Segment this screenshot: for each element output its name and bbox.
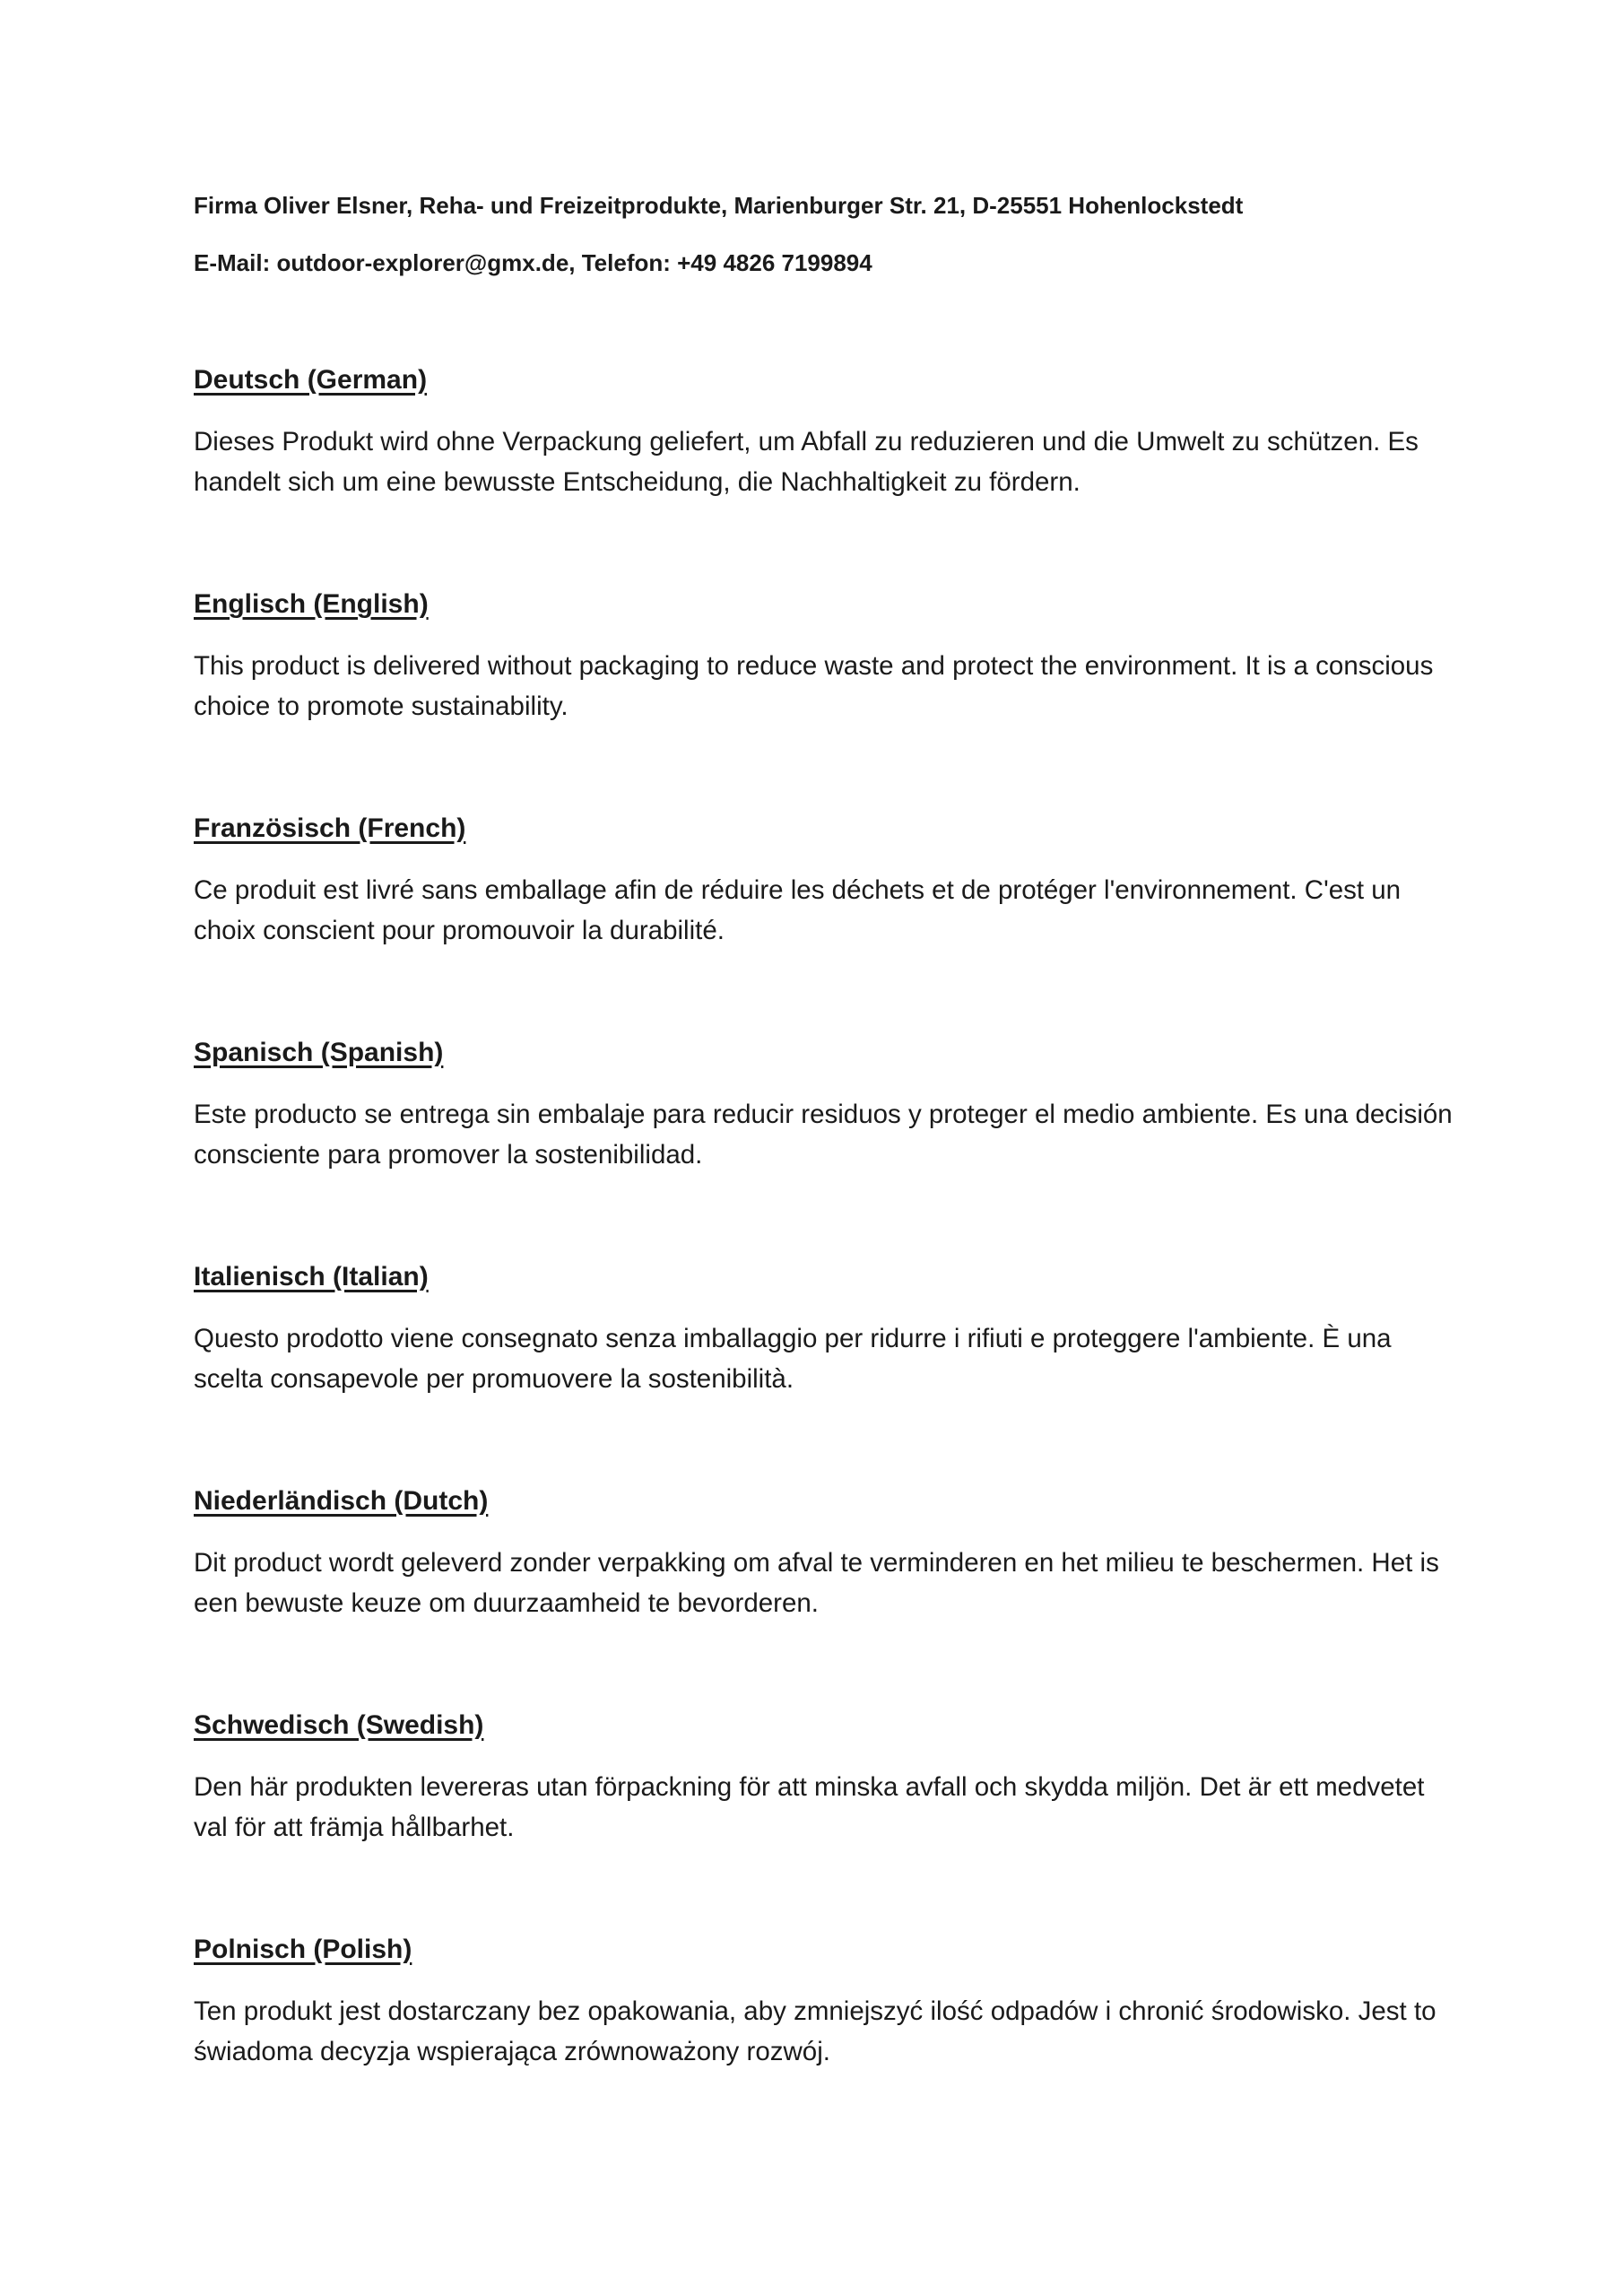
section-swedish — [194, 1708, 1462, 1932]
section-french — [194, 811, 1462, 1035]
language-sections — [194, 362, 1462, 2156]
section-text: Dit product wordt geleverd zonder verpakking om afval te verminderen en het milieu te beschermen. Het is een bewuste keuze om duurzaamheid te bevorderen. — [194, 1548, 1439, 1618]
section-heading: Niederländisch (Dutch) — [194, 1486, 489, 1516]
section-text: Ce produit est livré sans emballage afin de réduire les déchets et de protéger l'environnement. C'est un choix conscient pour promouvoir la durabilité. — [194, 875, 1402, 945]
section-english — [194, 587, 1462, 811]
section-text: Questo prodotto viene consegnato senza imballaggio per ridurre i rifiuti e proteggere l'ambiente. È una scelta consapevole per promuovere la sostenibilità. — [194, 1324, 1392, 1394]
company-address: Firma Oliver Elsner, Reha- und Freizeitprodukte, Marienburger Str. 21, D-25551 Hohenlockstedt — [194, 192, 1244, 219]
section-spanish — [194, 1035, 1462, 1259]
section-heading: Deutsch (German) — [194, 365, 428, 395]
section-text: Ten produkt jest dostarczany bez opakowania, aby zmniejszyć ilość odpadów i chronić środowisko. Jest to świadoma decyzja wspierająca zrównoważony rozwój. — [194, 1996, 1436, 2066]
section-italian — [194, 1259, 1462, 1483]
section-german — [194, 362, 1462, 587]
section-text: Dieses Produkt wird ohne Verpackung geliefert, um Abfall zu reduzieren und die Umwelt zu schützen. Es handelt sich um eine bewusste Entscheidung, die Nachhaltigkeit zu fördern. — [194, 427, 1419, 497]
section-text: This product is delivered without packaging to reduce waste and protect the environment. It is a conscious choice to promote sustainability. — [194, 651, 1434, 721]
section-text: Este producto se entrega sin embalaje para reducir residuos y proteger el medio ambiente. Es una decisión consciente para promover la sostenibilidad. — [194, 1100, 1453, 1170]
section-heading: Italienisch (Italian) — [194, 1262, 429, 1292]
section-polish — [194, 1932, 1462, 2156]
document-header — [194, 190, 1462, 278]
company-contact: E-Mail: outdoor-explorer@gmx.de, Telefon: +49 4826 7199894 — [194, 249, 872, 276]
section-heading: Polnisch (Polish) — [194, 1935, 412, 1964]
section-heading: Spanisch (Spanish) — [194, 1038, 444, 1067]
section-heading: Französisch (French) — [194, 813, 466, 843]
section-dutch — [194, 1483, 1462, 1708]
section-heading: Schwedisch (Swedish) — [194, 1710, 484, 1740]
section-heading: Englisch (English) — [194, 589, 429, 619]
section-text: Den här produkten levereras utan förpackning för att minska avfall och skydda miljön. Det är ett medvetet val för att främja hållbarhet. — [194, 1772, 1425, 1842]
